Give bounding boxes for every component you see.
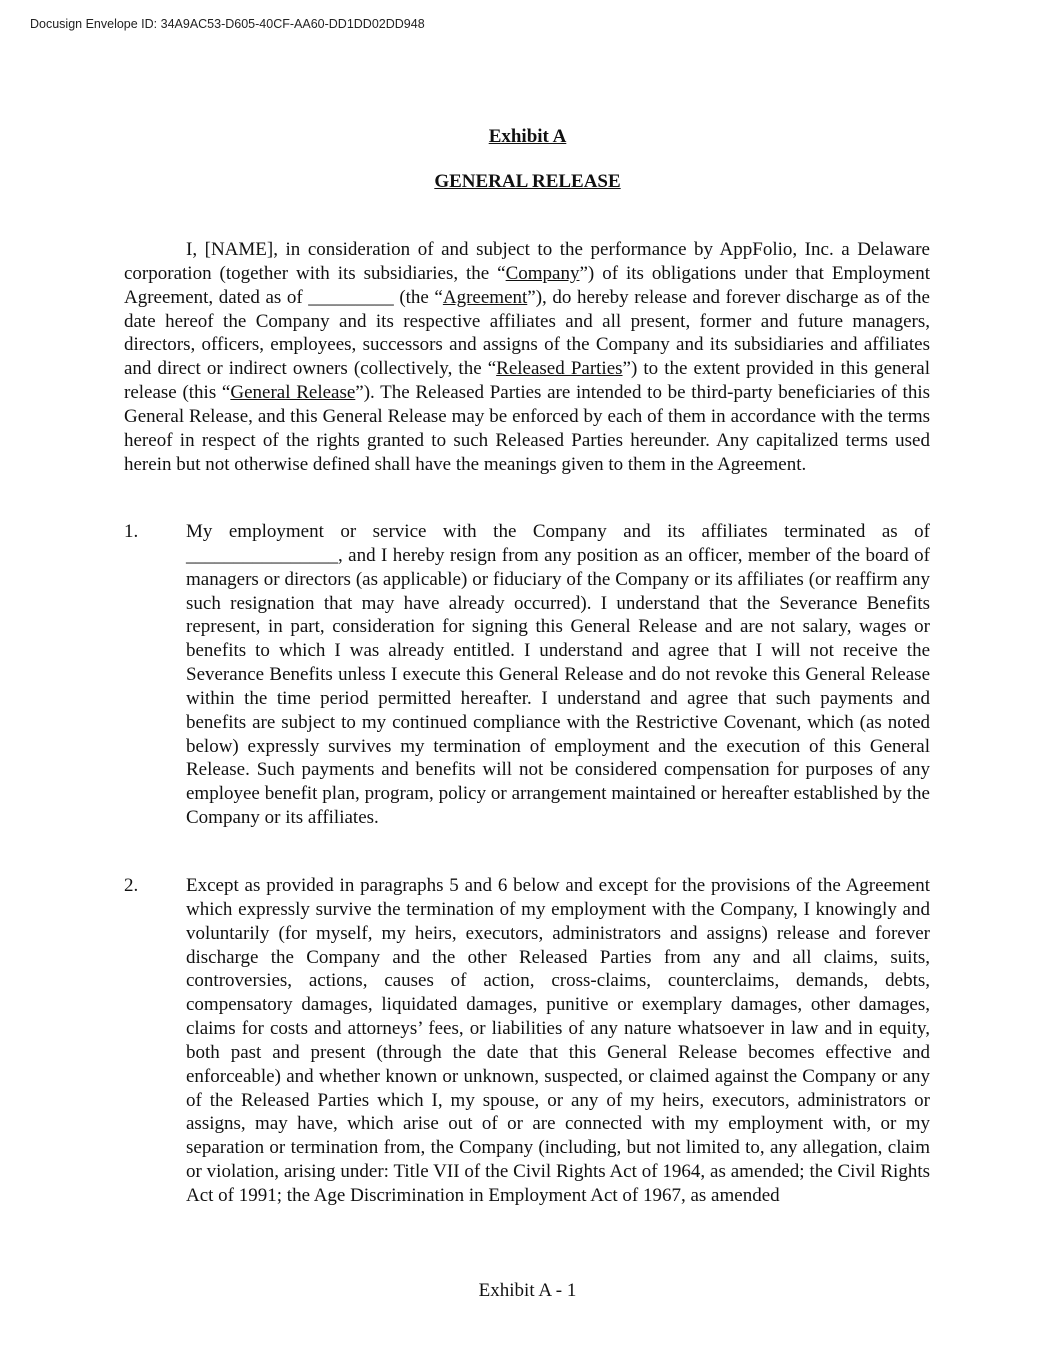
numbered-paragraph-1 [124,520,930,830]
intro-paragraph [124,238,930,476]
paragraph-text: My employment or service with the Company and its affiliates terminated as of ________________, and I hereby resign from any position as an officer, member of the board of managers or directors (as applicable) or fiduciary of the Company or its affiliates (or reaffirm any such resignation that may have already occurred). I understand that the Severance Benefits represent, in part, consideration for signing this General Release and are not salary, wages or benefits to which I was already entitled. I understand and agree that I will not receive the Severance Benefits unless I execute this General Release and do not revoke this General Release within the time period permitted hereafter. I understand and agree that such payments and benefits are subject to my continued compliance with the Restrictive Covenant, which (as noted below) expressly survives my termination of employment and the execution of this General Release. Such payments and benefits will not be considered compensation for purposes of any employee benefit plan, program, policy or arrangement maintained or hereafter established by the Company or its affiliates. [186,521,930,829]
docusign-envelope-id: Docusign Envelope ID: 34A9AC53-D605-40CF-AA60-DD1DD02DD948 [30,17,425,31]
intro-text-3: ”), do hereby release and forever discharge as of the date hereof the Company and its respective affiliates and all present, former and future managers, directors, officers, employees, successors and assigns of the Company and its subsidiaries and affiliates and direct or indirect owners (collectively, the “ [124,286,930,380]
defined-term-general-release: General Release [230,382,356,404]
intro-text-1: I, [NAME], in consideration of and subject to the performance by AppFolio, Inc. a Delaware corporation (together with its subsidiaries, the “ [124,239,930,284]
numbered-paragraph-2 [124,874,930,1208]
defined-term-agreement: Agreement [442,286,528,308]
defined-term-released-parties: Released Parties [496,358,623,380]
paragraph-text: Except as provided in paragraphs 5 and 6 below and except for the provisions of the Agreement which expressly survive the termination of my employment with the Company, I knowingly and voluntarily (for myself, my heirs, executors, administrators and assigns) release and forever discharge the Company and the other Released Parties from any and all claims, suits, controversies, actions, causes of action, cross-claims, counterclaims, demands, debts, compensatory damages, liquidated damages, punitive or exemplary damages, other damages, claims for costs and attorneys’ fees, or liabilities of any nature whatsoever in law and in equity, both past and present (through the date that this General Release becomes effective and enforceable) and whether known or unknown, suspected, or claimed against the Company or any of the Released Parties which I, my spouse, or any of my heirs, executors, administrators or assigns, may have, which arise out of or are connected with my employment with, or my separation or termination from, the Company (including, but not limited to, any allegation, claim or violation, arising under: Title VII of the Civil Rights Act of 1964, as amended; the Civil Rights Act of 1991; the Age Discrimination in Employment Act of 1967, as amended [186,875,930,1206]
paragraph-number: 1. [124,521,139,542]
page-footer: Exhibit A - 1 [478,1280,577,1301]
intro-text-4: ”) to the extent provided in this general release (this “ [124,358,931,404]
paragraph-number: 2. [124,875,139,896]
intro-text-2: ”) of its obligations under that Employment Agreement, dated as of _________ (the “ [124,262,930,308]
defined-term-company: Company [505,262,580,284]
intro-text-5: ”). The Released Parties are intended to be third-party beneficiaries of this General Release, and this General Release may be enforced by each of them in accordance with the terms hereof in respect of the rights granted to such Released Parties hereunder. Any capitalized terms used herein but not otherwise defined shall have the meanings given to them in the Agreement. [124,382,930,475]
document-title: GENERAL RELEASE [434,171,621,192]
exhibit-title: Exhibit A [488,126,567,147]
